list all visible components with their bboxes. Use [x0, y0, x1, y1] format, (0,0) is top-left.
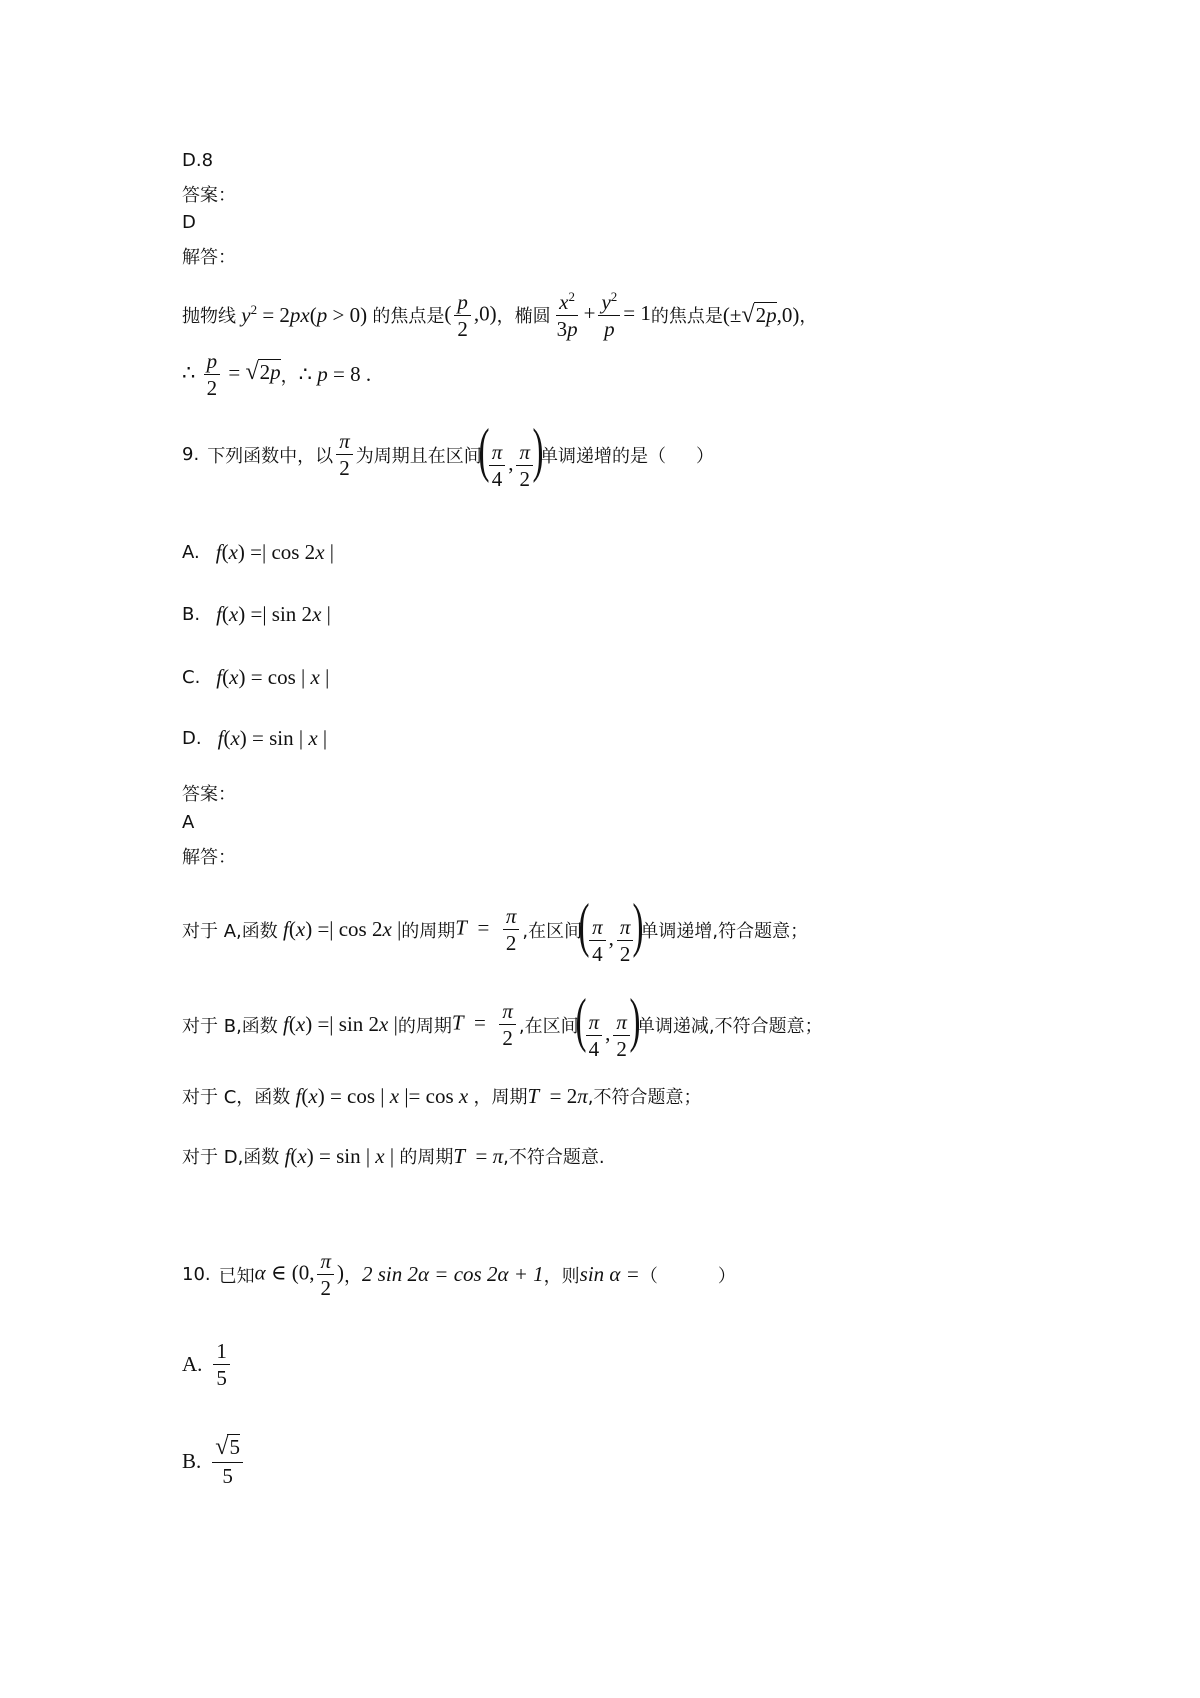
answer-label: 答案：	[182, 185, 236, 206]
q8-solution-line-2: ∴ $\frac{p}{2}$ = √2p ， ∴ p = 8 .	[182, 349, 372, 401]
q10-option-b: B. $\frac{√5}{5}$	[182, 1435, 246, 1487]
q9-solution-c: 对于 C，函数 f(x) = cos | x |= cos x ，周期 T = 2π ,不符合题意；	[182, 1083, 702, 1108]
parabola-equation: $y^2 = 2px(p > 0)$	[241, 302, 373, 328]
q9-option-a: A. f(x) =| cos 2x |	[182, 540, 334, 564]
q9-answer-value: A	[182, 812, 195, 833]
option-d: D.8	[182, 150, 214, 171]
answer-value: D	[182, 212, 196, 233]
q9-solution-b: 对于 B,函数 f(x) =| sin 2x | 的周期 T = $\frac{\pi}{2}$ ,在区间 ( $\frac{\pi}{4}$ , $\frac{\pi}{2}$ ) 单调递减,不符合题意；	[182, 987, 823, 1061]
q9-option-b: B. f(x) =| sin 2x |	[182, 602, 331, 626]
solution-label: 解答：	[182, 247, 236, 268]
q9-stem: 9. 下列函数中，以 $\frac{\pi}{2}$ 为周期且在区间 ( $\frac{\pi}{4}$ , $\frac{\pi}{2}$ ) 单调递增的是（ ）	[182, 417, 714, 491]
q9-answer-label: 答案：	[182, 784, 236, 805]
q9-solution-d: 对于 D,函数 f(x) = sin | x | 的周期 T = π ,不符合题意.	[182, 1143, 605, 1168]
q8-solution-line-1: 抛物线 $y^2 = 2px(p > 0)$ 的焦点是 ( $\frac{p}{2}$ ,0) ，椭圆 $\frac{x^2}{3p}$ + $\frac{y^2}{p}$ = 1 的焦点是 (±√2p,0) ，	[182, 289, 818, 342]
ellipse-equation: $\frac{x^2}{3p}$ + $\frac{y^2}{p}$ = 1	[556, 289, 651, 342]
q10-option-a: A. $\frac{1}{5}$	[182, 1340, 233, 1389]
q9-solution-label: 解答：	[182, 847, 236, 868]
q9-option-d: D. f(x) = sin | x |	[182, 726, 328, 750]
q9-option-c: C. f(x) = cos | x |	[182, 665, 330, 689]
q9-solution-a: 对于 A,函数 f(x) =| cos 2x | 的周期 T = $\frac{\pi}{2}$ ,在区间 ( $\frac{\pi}{4}$ , $\frac{\pi}{2}$ ) 单调递增,符合题意；	[182, 892, 809, 966]
q10-stem: 10. 已知 α ∈ (0, $\frac{\pi}{2}$ ) ， 2 sin 2α = cos 2α + 1 ，则 sin α = （ ）	[182, 1249, 736, 1301]
